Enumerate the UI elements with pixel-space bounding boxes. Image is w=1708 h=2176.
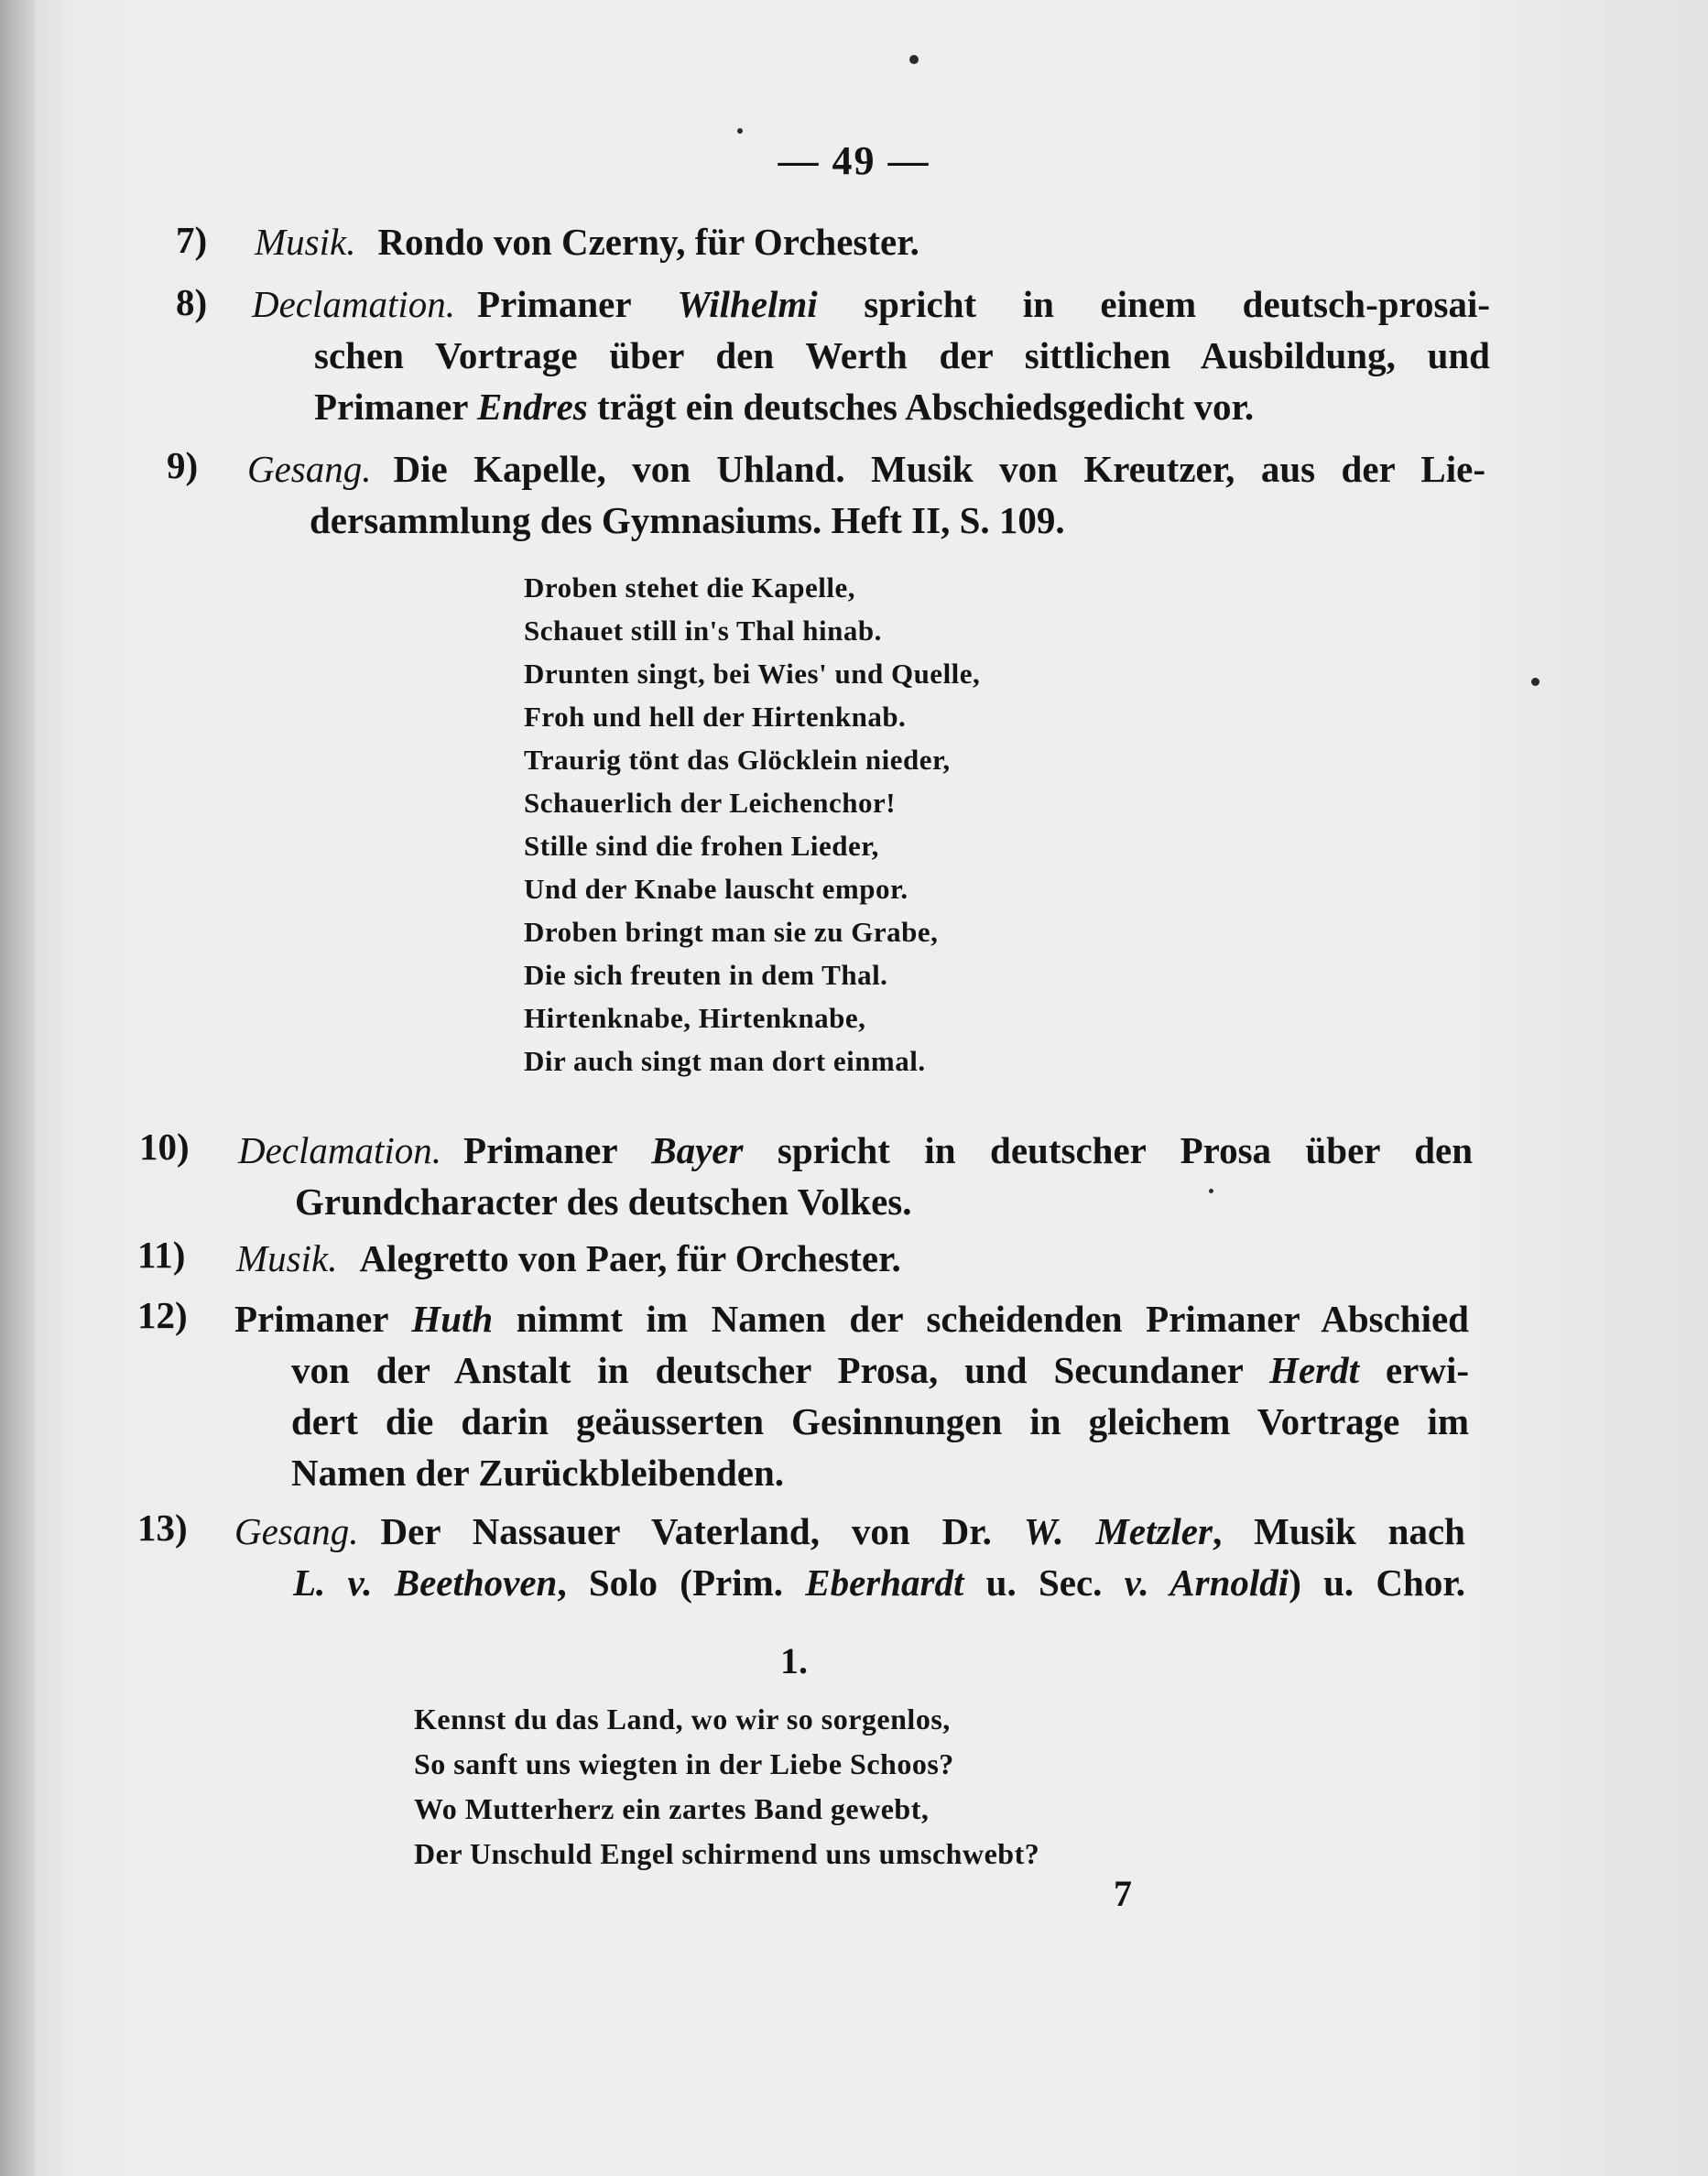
item-text: Der Nassauer Vaterland, von Dr.: [380, 1510, 1024, 1552]
item-text: Namen der Zurückbleibenden.: [291, 1452, 785, 1494]
person-name: Endres: [477, 386, 588, 428]
poem-line: So sanft uns wiegten in der Liebe Schoos?: [414, 1747, 954, 1780]
poem-line: Der Unschuld Engel schirmend uns umschwebt?: [414, 1837, 1040, 1870]
item-text: Die Kapelle, von Uhland. Musik von Kreutzer, aus der Lie-: [393, 448, 1485, 490]
person-name: L. v. Beethoven: [293, 1561, 558, 1604]
item-category: Musik.: [236, 1237, 338, 1279]
poem-line: Kennst du das Land, wo wir so sorgenlos,: [414, 1703, 951, 1735]
binding-gutter: [0, 0, 35, 2176]
item-number: 10): [139, 1126, 190, 1168]
program-item-7: [255, 216, 1482, 267]
person-name: W. Metzler: [1023, 1510, 1213, 1552]
item-text: Alegretto von Paer, für Orchester.: [359, 1237, 901, 1279]
poem-line: Drunten singt, bei Wies' und Quelle,: [524, 658, 981, 690]
person-name: Wilhelmi: [677, 283, 818, 325]
program-item-12: [234, 1293, 1469, 1498]
ink-speck: [909, 55, 919, 64]
item-text: ) u. Chor.: [1289, 1561, 1466, 1604]
page-number: — 49 —: [778, 138, 930, 183]
poem-line: Schauet still in's Thal hinab.: [524, 615, 882, 647]
item-text: , Solo (Prim.: [557, 1561, 806, 1604]
poem-line: Dir auch singt man dort einmal.: [524, 1045, 926, 1077]
item-text: von der Anstalt in deutscher Prosa, und Secundaner: [291, 1349, 1270, 1391]
item-category: Gesang.: [247, 448, 372, 490]
person-name: Huth: [411, 1298, 494, 1340]
item-text: spricht in einem deutsch-prosai-: [817, 283, 1490, 325]
item-text: trägt ein deutsches Abschiedsgedicht vor.: [587, 386, 1255, 428]
item-text: , Musik nach: [1212, 1510, 1465, 1552]
item-category: Musik.: [255, 221, 356, 263]
poem-line: Stille sind die frohen Lieder,: [524, 830, 879, 862]
program-item-13: [234, 1506, 1465, 1608]
item-number: 7): [176, 219, 208, 261]
poem-line: Hirtenknabe, Hirtenknabe,: [524, 1002, 866, 1034]
item-number: 13): [137, 1507, 188, 1549]
program-item-8: [252, 278, 1490, 432]
item-text: schen Vortrage über den Werth der sittlichen Ausbildung, und: [314, 334, 1490, 376]
ink-speck: [737, 128, 743, 134]
program-item-11: [236, 1233, 1471, 1284]
stanza-number: 1.: [780, 1640, 808, 1681]
poem-line: Die sich freuten in dem Thal.: [524, 959, 888, 991]
person-name: v. Arnoldi: [1124, 1561, 1289, 1604]
poem-line: Schauerlich der Leichenchor!: [524, 787, 897, 819]
item-text: erwi-: [1359, 1349, 1469, 1391]
poem-line: Und der Knabe lauscht empor.: [524, 873, 908, 905]
person-name: Herdt: [1269, 1349, 1359, 1391]
program-item-9: [247, 443, 1485, 546]
poem-line: Droben stehet die Kapelle,: [524, 571, 856, 604]
item-category: Declamation.: [238, 1129, 442, 1171]
item-category: Declamation.: [252, 283, 456, 325]
program-item-10: [238, 1125, 1473, 1227]
item-text: u. Sec.: [963, 1561, 1125, 1604]
item-number: 12): [137, 1294, 188, 1336]
person-name: Eberhardt: [805, 1561, 964, 1604]
item-text: dersammlung des Gymnasiums. Heft II, S. 109.: [310, 499, 1065, 541]
item-text: Grundcharacter des deutschen Volkes.: [295, 1180, 912, 1223]
poem-line: Wo Mutterherz ein zartes Band gewebt,: [414, 1792, 930, 1825]
poem-line: Droben bringt man sie zu Grabe,: [524, 916, 939, 948]
item-number: 11): [137, 1234, 186, 1276]
signature-mark: 7: [1114, 1873, 1132, 1914]
item-text: dert die darin geäusserten Gesinnungen in gleichem Vortrage im: [291, 1400, 1469, 1442]
item-text: Primaner: [463, 1129, 652, 1171]
poem-nassauer-vaterland: [414, 1697, 1039, 1877]
person-name: Bayer: [651, 1129, 744, 1171]
ink-speck: [1531, 678, 1539, 686]
item-text: nimmt im Namen der scheidenden Primaner Abschied: [493, 1298, 1469, 1340]
item-text: Primaner: [314, 386, 477, 428]
item-text: spricht in deutscher Prosa über den: [743, 1129, 1474, 1171]
page-header: [0, 137, 1708, 184]
poem-line: Traurig tönt das Glöcklein nieder,: [524, 744, 951, 776]
poem-die-kapelle: [524, 566, 980, 1083]
item-text: Primaner: [477, 283, 678, 325]
poem-line: Froh und hell der Hirtenknab.: [524, 701, 907, 733]
item-text: Primaner: [234, 1298, 412, 1340]
item-category: Gesang.: [234, 1510, 359, 1552]
item-number: 9): [167, 444, 199, 486]
item-number: 8): [176, 281, 208, 323]
item-text: Rondo von Czerny, für Orchester.: [377, 221, 919, 263]
